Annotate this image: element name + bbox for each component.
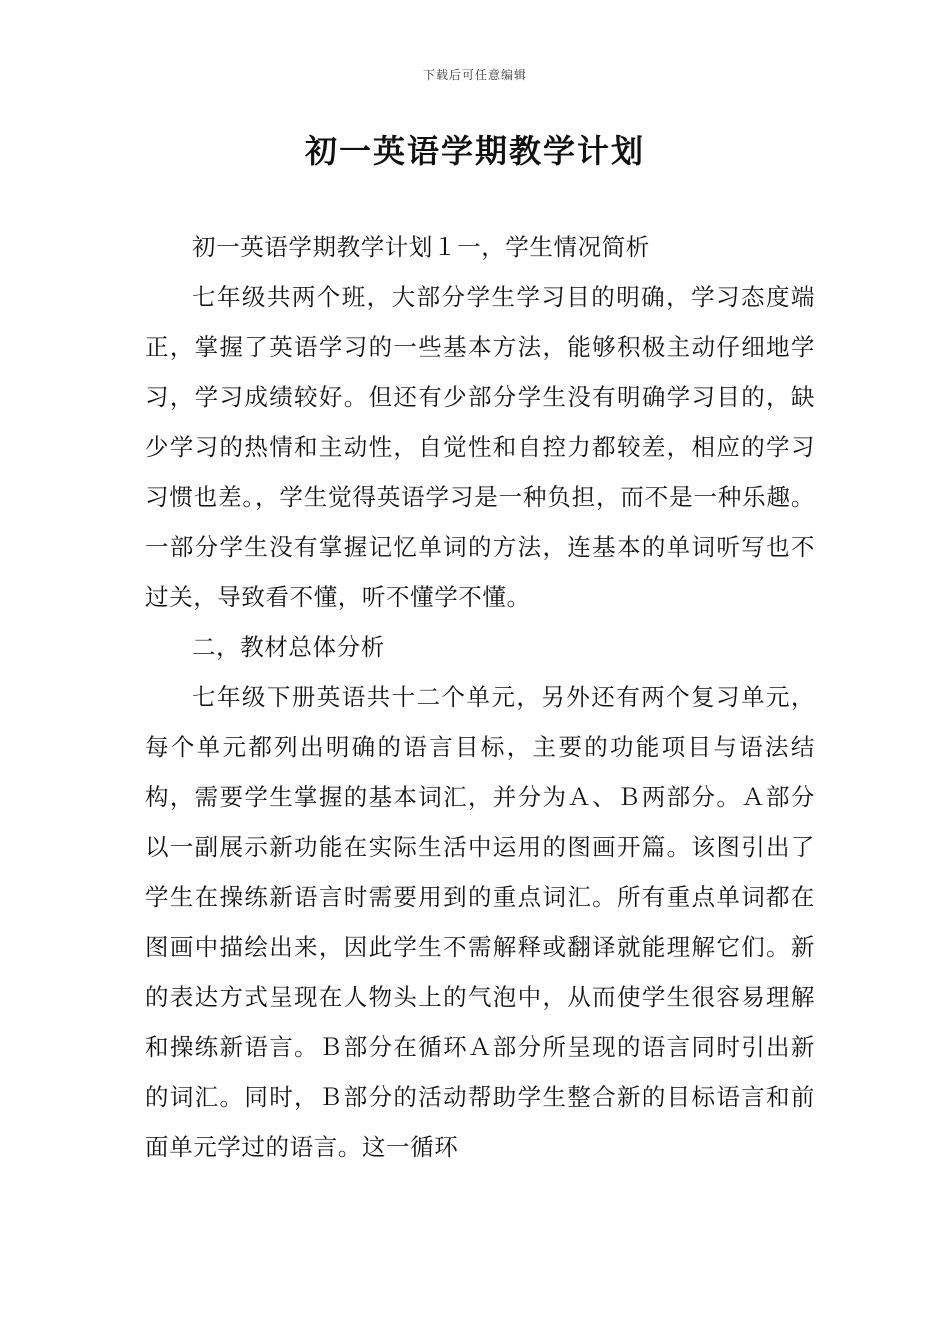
document-title: 初一英语学期教学计划 [304,132,645,170]
paragraph-student-analysis: 七年级共两个班，大部分学生学习目的明确，学习态度端正，掌握了英语学习的一些基本方法，能够积极主动仔细地学习，学习成绩较好。但还有少部分学生没有明确学习目的，缺少学习的热情和主动性，自觉性和自控力都较差，相应的学习习惯也差。，学生觉得英语学习是一种负担，而不是一种乐趣。一部分学生没有掌握记忆单词的方法，连基本的单词听写也不过关，导致看不懂，听不懂学不懂。 [145,283,815,611]
paragraph-textbook-heading: 二，教材总体分析 [192,633,385,661]
paragraph-textbook-analysis: 七年级下册英语共十二个单元，另外还有两个复习单元，每个单元都列出明确的语言目标，主要的功能项目与语法结构，需要学生掌握的基本词汇，并分为Ａ、Ｂ两部分。Ａ部分以一副展示新功能在实际生活中运用的图画开篇。该图引出了学生在操练新语言时需要用到的重点词汇。所有重点单词都在图画中描绘出来，因此学生不需解释或翻译就能理解它们。新的表达方式呈现在人物头上的气泡中，从而使学生很容易理解和操练新语言。Ｂ部分在循环Ａ部分所呈现的语言同时引出新的词汇。同时，Ｂ部分的活动帮助学生整合新的目标语言和前面单元学过的语言。这一循环 [145,683,815,1161]
document-body [145,222,815,1172]
paragraph-intro-heading: 初一英语学期教学计划１一，学生情况简析 [192,233,650,261]
page-header-note: 下载后可任意编辑 [422,68,527,82]
